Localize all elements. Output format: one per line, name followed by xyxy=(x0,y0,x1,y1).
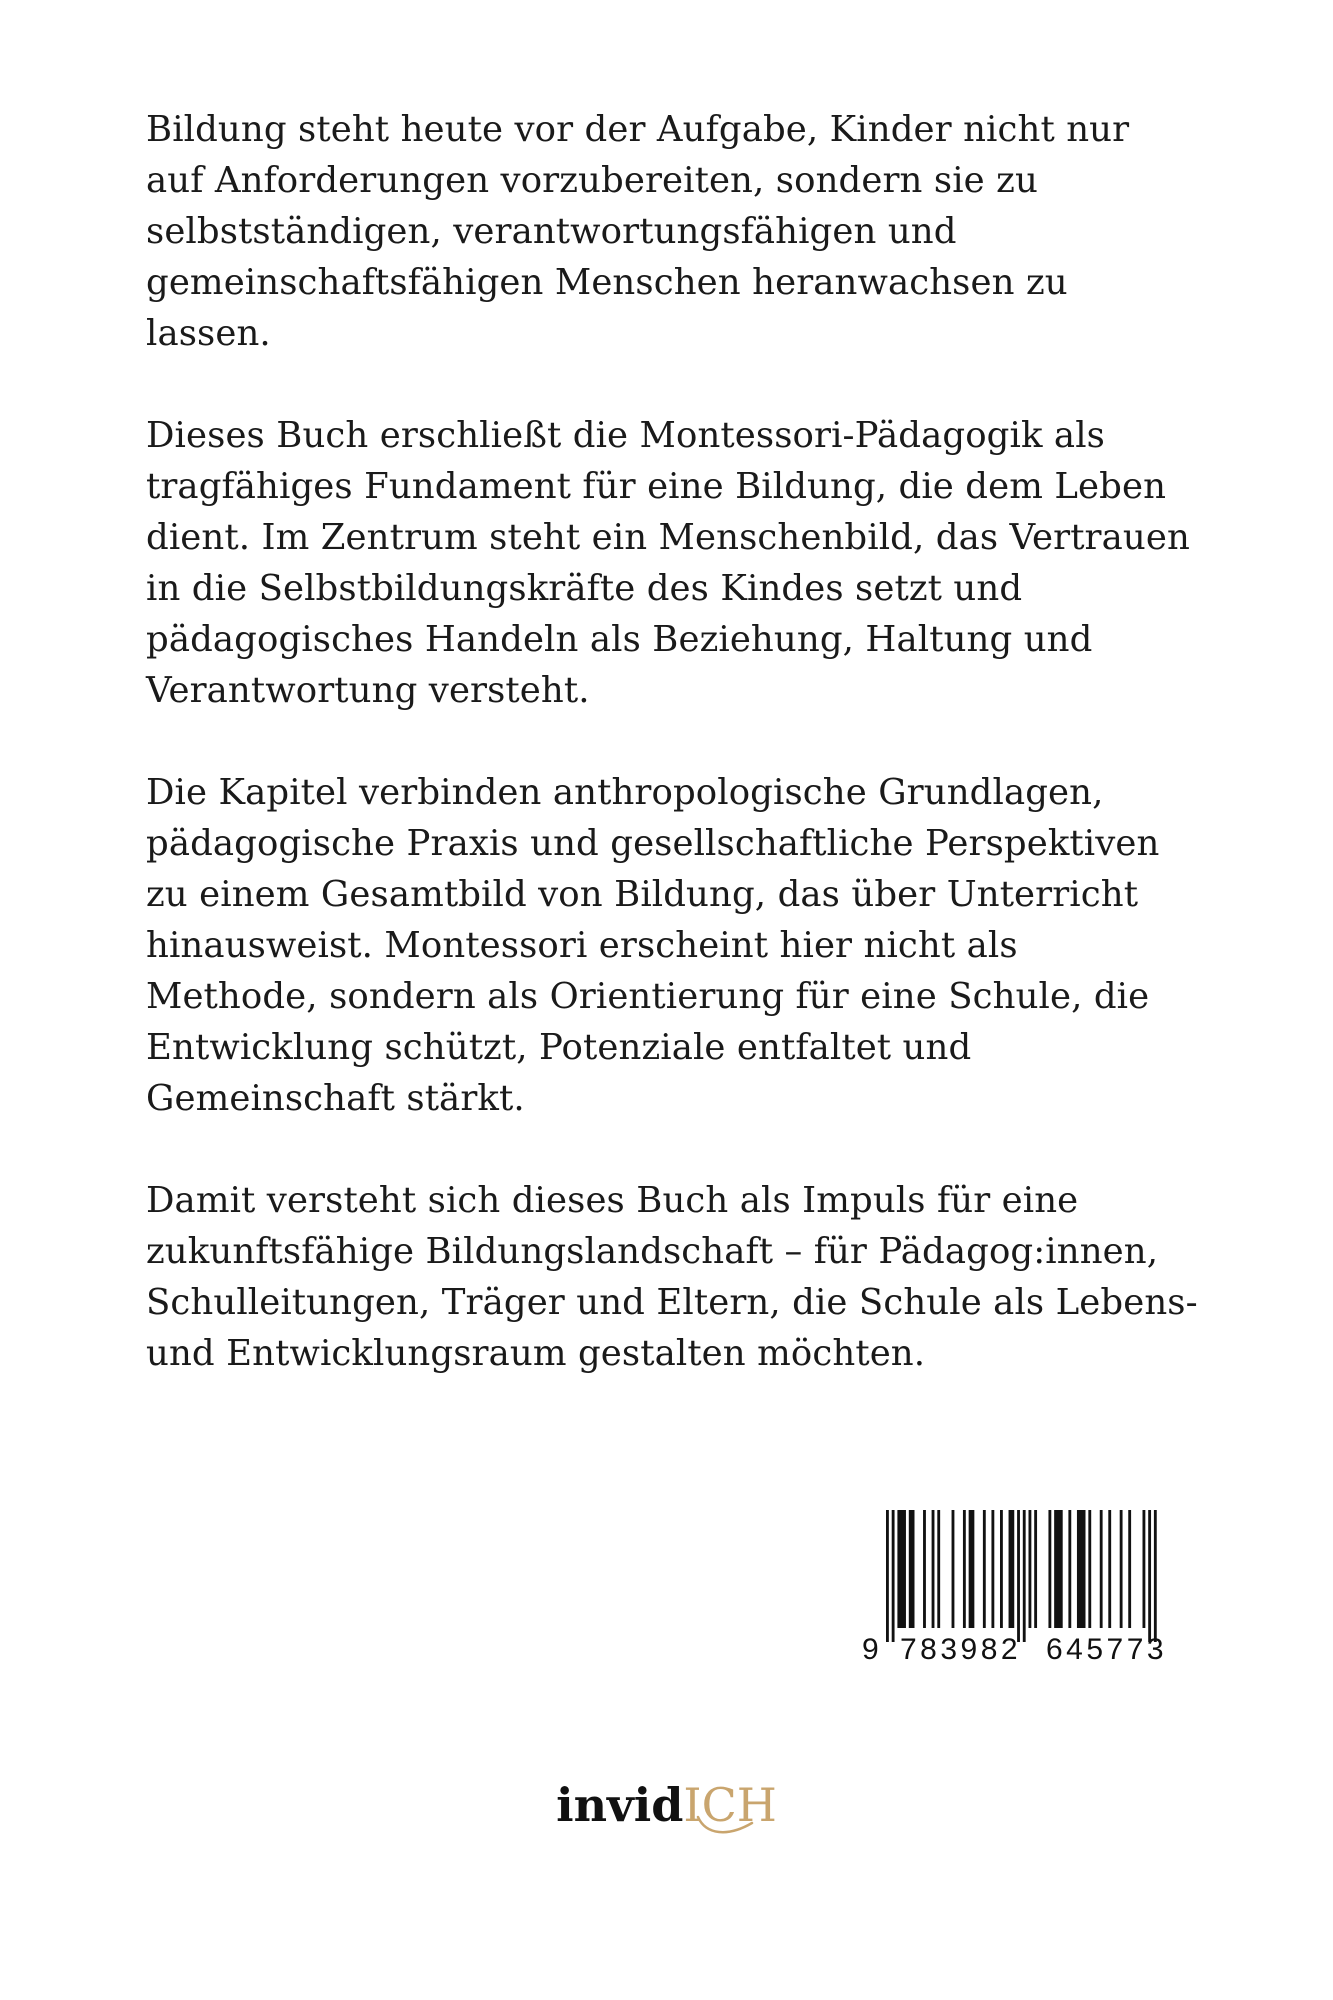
text-line: Die Kapitel verbinden anthropologische Grundlagen, xyxy=(146,772,1104,813)
text-line: dient. Im Zentrum steht ein Menschenbild, das Vertrauen xyxy=(146,517,1190,558)
blurb-paragraph-4 xyxy=(146,1175,1226,1379)
barcode-bar xyxy=(1108,1510,1111,1628)
logo-wordmark xyxy=(556,1775,777,1835)
barcode-bar xyxy=(1017,1510,1020,1642)
blurb-paragraph-3 xyxy=(146,767,1226,1124)
barcode-bar xyxy=(897,1510,906,1628)
text-line: in die Selbstbildungskräfte des Kindes setzt und xyxy=(146,568,1023,609)
logo-part-invid: invid xyxy=(556,1778,684,1832)
barcode-bar xyxy=(1054,1510,1063,1628)
text-line: Dieses Buch erschließt die Montessori-Pädagogik als xyxy=(146,415,1105,456)
barcode-bar xyxy=(923,1510,926,1628)
barcode-bar xyxy=(1023,1510,1026,1642)
barcode-bar xyxy=(1000,1510,1003,1628)
text-line: auf Anforderungen vorzubereiten, sondern sie zu xyxy=(146,160,1038,201)
barcode-bar xyxy=(1143,1510,1146,1628)
barcode-bar xyxy=(1009,1510,1015,1628)
barcode-bar xyxy=(1088,1510,1091,1628)
barcode-bar xyxy=(886,1510,889,1642)
text-line: gemeinschaftsfähigen Menschen heranwachsen zu xyxy=(146,262,1068,303)
blurb-paragraph-2 xyxy=(146,410,1226,716)
barcode-bar xyxy=(1120,1510,1123,1628)
barcode-bar xyxy=(892,1510,895,1642)
text-line: Gemeinschaft stärkt. xyxy=(146,1078,525,1119)
blurb-paragraph-1 xyxy=(146,104,1226,359)
logo-part-ich: ICH xyxy=(683,1778,777,1832)
text-line: tragfähiges Fundament für eine Bildung, die dem Leben xyxy=(146,466,1167,507)
barcode-bar xyxy=(991,1510,994,1628)
back-cover-blurb xyxy=(146,104,1226,1430)
text-line: hinausweist. Montessori erscheint hier nicht als xyxy=(146,925,1018,966)
text-line: Entwicklung schützt, Potenziale entfaltet und xyxy=(146,1027,972,1068)
text-line: Bildung steht heute vor der Aufgabe, Kinder nicht nur xyxy=(146,109,1130,150)
barcode-bar xyxy=(1068,1510,1071,1628)
text-line: zukunftsfähige Bildungslandschaft – für Pädagog:innen, xyxy=(146,1231,1159,1272)
barcode-bar xyxy=(1154,1510,1157,1642)
barcode-bar xyxy=(937,1510,940,1628)
publisher-logo xyxy=(0,1775,1333,1835)
barcode-first-digit: 9 xyxy=(862,1633,879,1666)
barcode-bar xyxy=(909,1510,915,1628)
barcode-right-group: 645773 xyxy=(1046,1633,1168,1666)
barcode-bar xyxy=(1029,1510,1032,1628)
logo-swash-icon xyxy=(696,1813,756,1839)
text-line: lassen. xyxy=(146,313,271,354)
text-line: und Entwicklungsraum gestalten möchten. xyxy=(146,1333,926,1374)
isbn-barcode xyxy=(856,1510,1186,1675)
barcode-bar xyxy=(1100,1510,1103,1628)
text-line: Schulleitungen, Träger und Eltern, die Schule als Lebens- xyxy=(146,1282,1198,1323)
barcode-bar xyxy=(1128,1510,1131,1628)
barcode-bar xyxy=(963,1510,966,1628)
text-line: pädagogische Praxis und gesellschaftliche Perspektiven xyxy=(146,823,1160,864)
barcode-left-group: 783982 xyxy=(900,1633,1022,1666)
barcode-bar xyxy=(1077,1510,1086,1628)
barcode-bar xyxy=(1148,1510,1151,1642)
barcode-bar xyxy=(952,1510,955,1628)
text-line: pädagogisches Handeln als Beziehung, Haltung und xyxy=(146,619,1093,660)
text-line: Verantwortung versteht. xyxy=(146,670,590,711)
barcode-bar xyxy=(1034,1510,1037,1628)
barcode-bar xyxy=(1048,1510,1051,1628)
barcode-bar xyxy=(932,1510,935,1628)
barcode-digits xyxy=(856,1630,1186,1670)
barcode-bar xyxy=(969,1510,975,1628)
text-line: Damit versteht sich dieses Buch als Impuls für eine xyxy=(146,1180,1079,1221)
text-line: zu einem Gesamtbild von Bildung, das über Unterricht xyxy=(146,874,1139,915)
text-line: selbstständigen, verantwortungsfähigen und xyxy=(146,211,957,252)
text-line: Methode, sondern als Orientierung für eine Schule, die xyxy=(146,976,1150,1017)
barcode-bar xyxy=(983,1510,986,1628)
